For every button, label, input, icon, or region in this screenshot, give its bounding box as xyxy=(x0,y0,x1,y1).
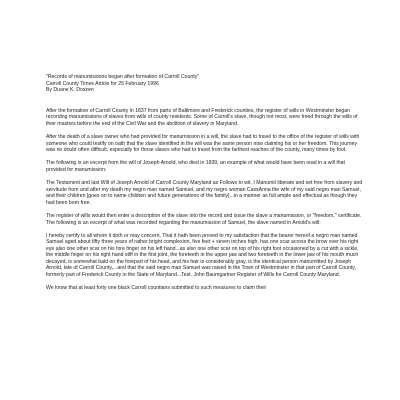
partial-paragraph: We know that at least forty one black Carroll countians submitted to such measures to claim their xyxy=(46,285,267,292)
document-page xyxy=(46,74,364,292)
article-title: "Records of manumissions began after formation of Carroll County" xyxy=(46,74,200,80)
article-header xyxy=(46,74,364,94)
certificate-excerpt-paragraph: I hereby certify to all whom it doth or may concern, That it hath been proved to my satisfaction that the bearer hereof a negro man named Samuel aged about fifty three years of rather bright complexion, five feet + seven inches high, has one scar across the brow over his right eye also one other scar on his fore finger on his left hand...as also one other scar on top of his right foot occasioned by a cut with a sickle, the middle finger on his right hand stiff in the first joint, the foreteeth in the upper jaw and two foreteeth in the lower jaw of his mouth much decayed, is somewhat bald on the forepart of his head, and his hair is considerably gray, is the identical person manumitted by Joseph Arnold, late of Carroll County,...and that the said negro man Samuel was raised in the Town of Westminster in that part of Carroll County, formerly part of Frederick County in the State of Maryland...Test. John Baumgartner Register of Wills for Carroll County Maryland. xyxy=(46,232,359,279)
article-byline: By Duane K. Doxzen xyxy=(46,87,94,94)
paragraph: After the formation of Carroll County in 1837 from parts of Baltimore and Frederick counties, the register of wills in Westminster began recording manumissions of slaves from wills of county residents. Some of Carroll's slave, though not most, were freed through the wills of their masters before the end of the Civil War and the abolition of slavery in Maryland. xyxy=(46,107,358,127)
paragraph: The following is an excerpt from the will of Joseph Arnold, who died in 1839, an example of what would have been read in a will that provided for manumission: xyxy=(46,160,345,173)
will-excerpt-paragraph: The Testament and last Will of Joseph Arnold of Carroll County Maryland as Follows to wit, I Manumit liberate and set free from slavery and servitude from and after my death my negro man named Samuel, and my negro woman CassAnna the wife of my said negro man Samuel, and their children [goes on to name children and future generations of the family]...in a manner as full ample and effectual as though they had been born free. xyxy=(46,180,363,206)
article-source: Carroll County Times Article for 25 February 1996 xyxy=(46,80,159,87)
paragraph: After the death of a slave owner who had provided for manumission in a will, the slave had to travel to the office of the register of wills with someone who could testify on oath that the slave identified in the will was the same person now claiming his or her freedom. This journey was no doubt often difficult, especially for those slaves who had to travel from the farthest reaches of the county, many times by foot. xyxy=(46,133,360,154)
paragraph: The register of wills would then enter a description of the slave into the record and issue the slave a manumission, or "freedom," certificate. The following is an excerpt of what was recorded regarding the manumission of Samuel, the slave named in Arnold's will: xyxy=(46,212,362,226)
